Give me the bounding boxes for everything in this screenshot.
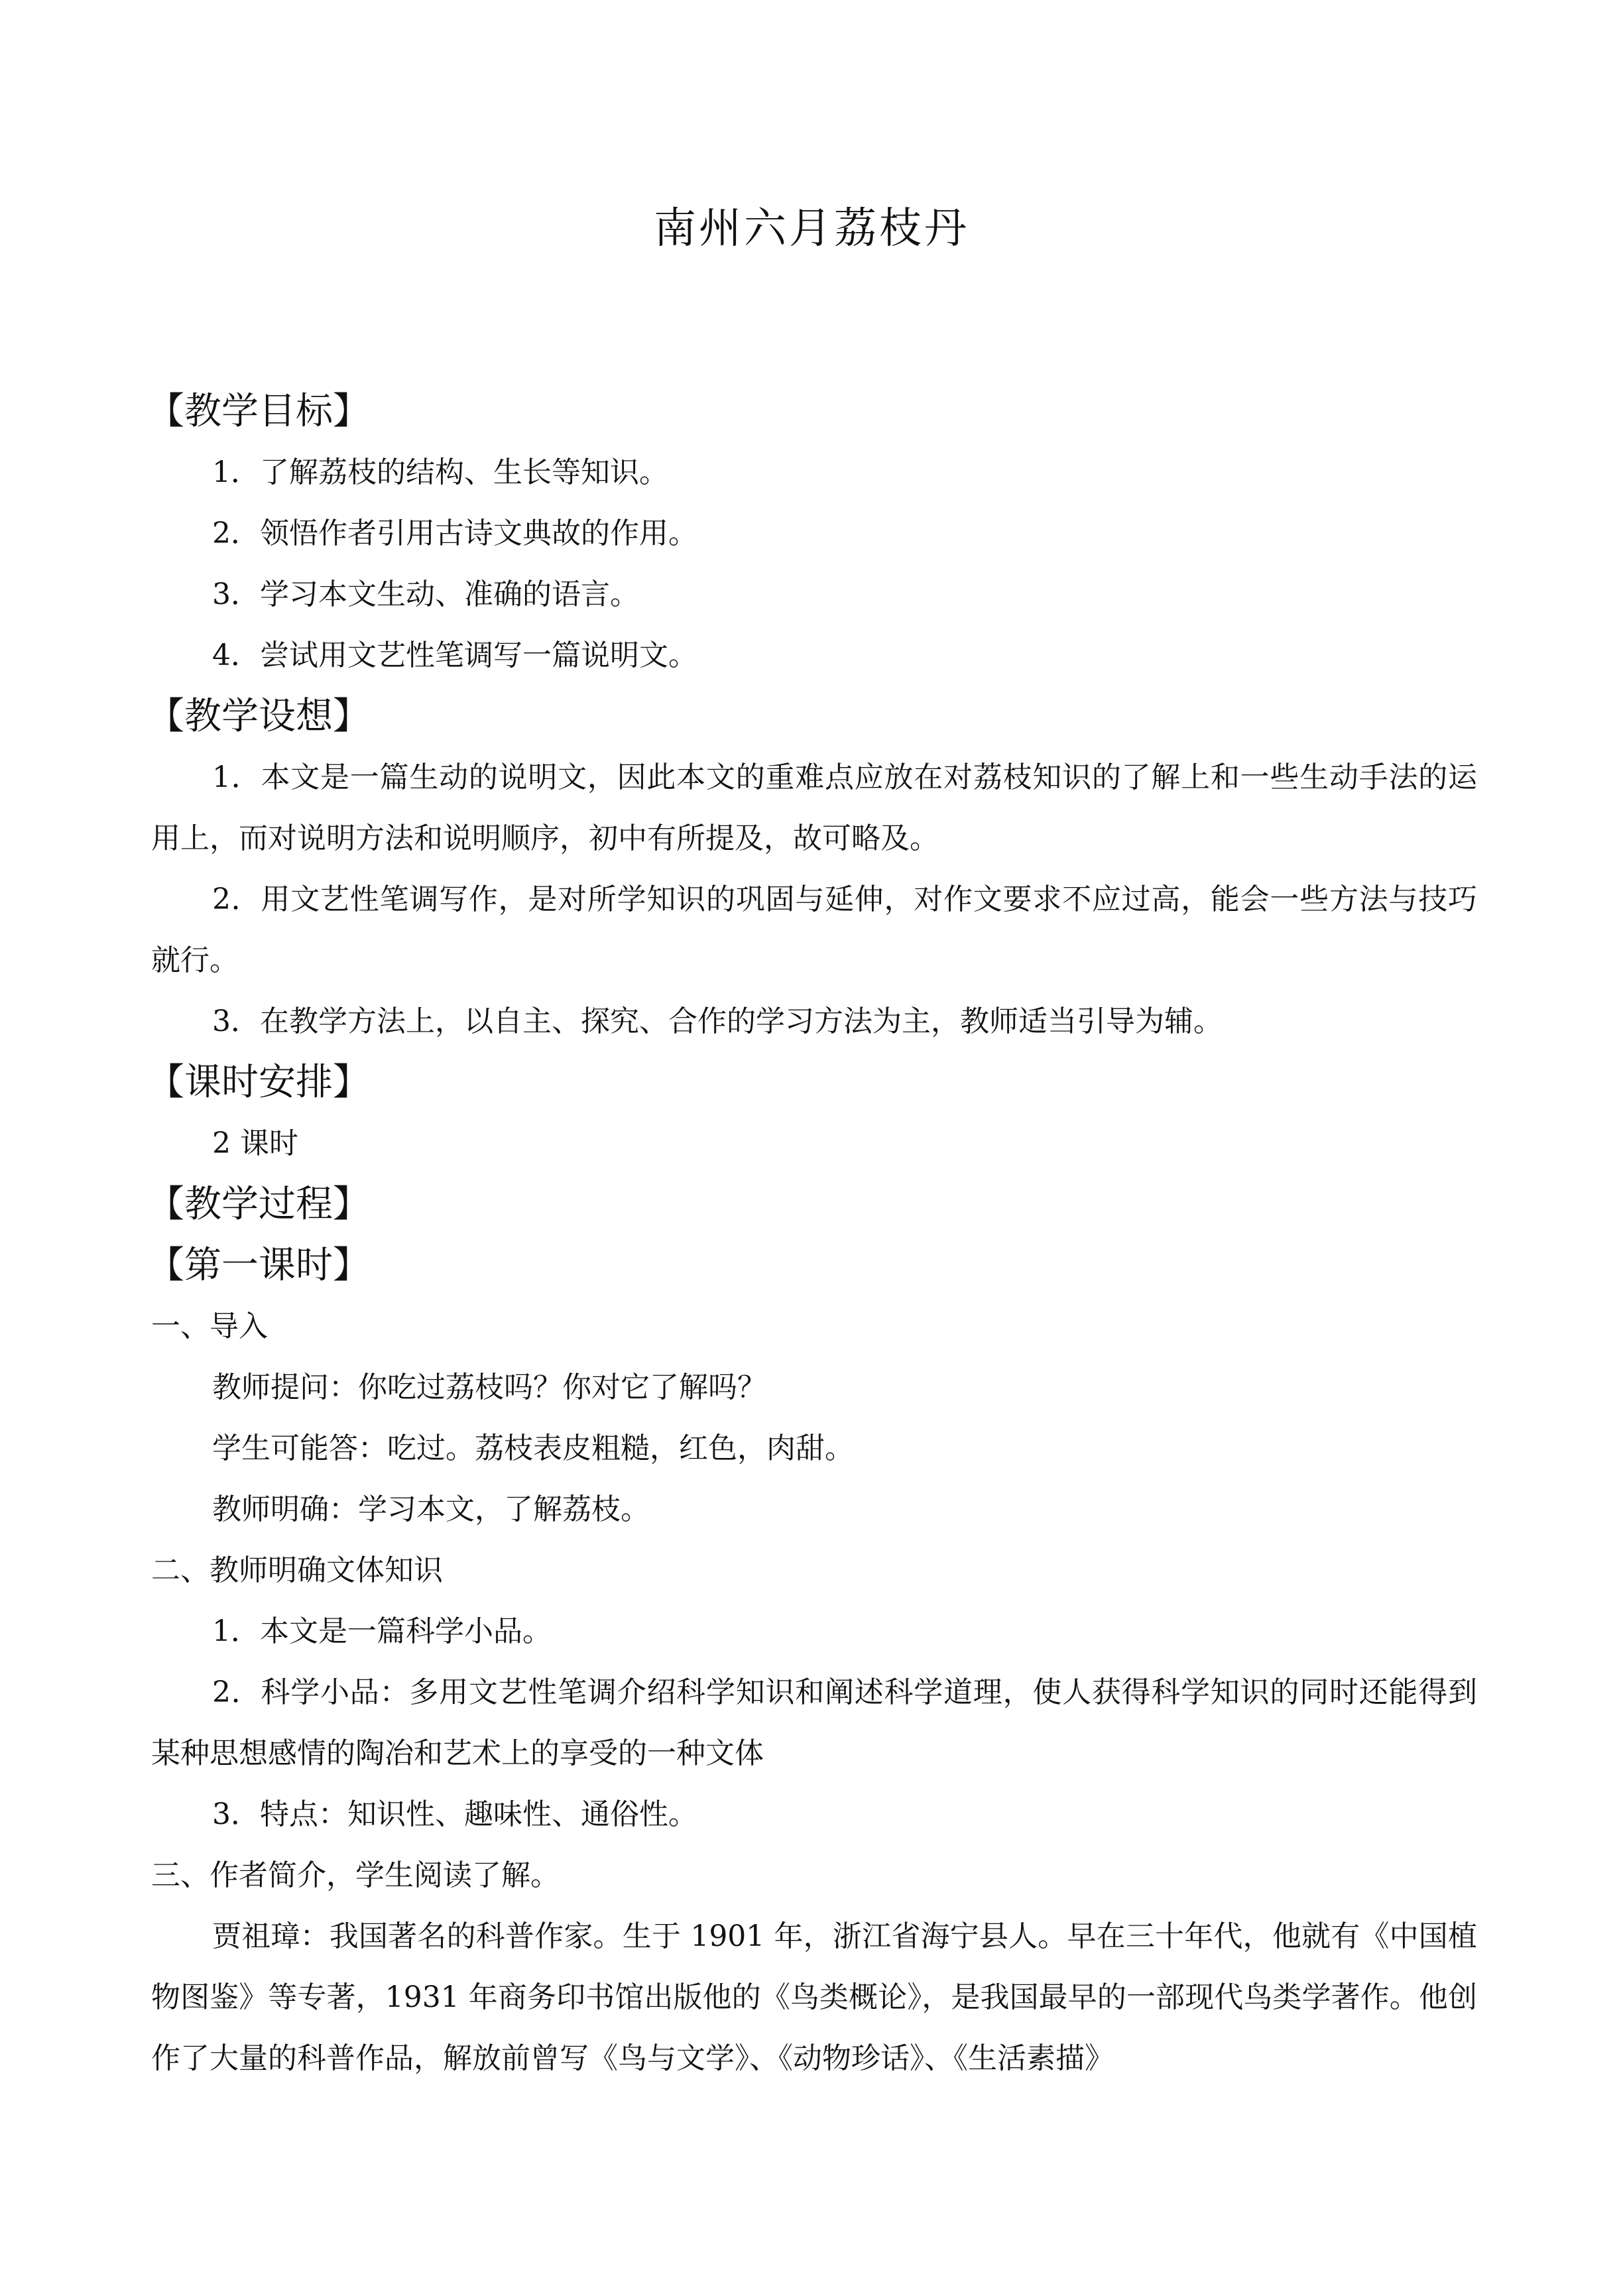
objective-item: 2．领悟作者引用古诗文典故的作用。 xyxy=(212,516,697,550)
schedule-text: 2 课时 xyxy=(212,1126,298,1160)
process-heading: 【教学过程】 xyxy=(147,1183,370,1226)
section-line: 2．科学小品：多用文艺性笔调介绍科学知识和阐述科学道理，使人获得科学知识的同时还能得到某种思想感情的陶冶和艺术上的享受的一种文体 xyxy=(151,1675,1477,1770)
section-line: 教师提问：你吃过荔枝吗？你对它了解吗？ xyxy=(212,1370,766,1404)
design-item: 2．用文艺性笔调写作，是对所学知识的巩固与延伸，对作文要求不应过高，能会一些方法与技巧就行。 xyxy=(151,882,1477,977)
lesson-heading: 【第一课时】 xyxy=(147,1244,370,1287)
objectives-heading: 【教学目标】 xyxy=(147,390,370,433)
design-item: 1．本文是一篇生动的说明文，因此本文的重难点应放在对荔枝知识的了解上和一些生动手法的运用上，而对说明方法和说明顺序，初中有所提及，故可略及。 xyxy=(151,760,1477,855)
objective-item: 4．尝试用文艺性笔调写一篇说明文。 xyxy=(212,638,697,672)
author-bio: 贾祖璋：我国著名的科普作家。生于 1901 年，浙江省海宁县人。早在三十年代，他就有《中国植物图鉴》等专著，1931 年商务印书馆出版他的《鸟类概论》，是我国最早的一部现代鸟类学著作。他创作了大量的科普作品，解放前曾写《鸟与文学》、《动物珍话》、《生活素描》 xyxy=(151,1919,1477,2075)
section-line: 学生可能答：吃过。荔枝表皮粗糙，红色，肉甜。 xyxy=(212,1431,854,1465)
page-title: 南州六月荔枝丹 xyxy=(654,204,969,253)
section-line: 教师明确：学习本文，了解荔枝。 xyxy=(212,1492,650,1526)
schedule-heading: 【课时安排】 xyxy=(147,1061,370,1104)
design-item: 3．在教学方法上，以自主、探究、合作的学习方法为主，教师适当引导为辅。 xyxy=(212,1004,1223,1038)
objective-item: 1．了解荔枝的结构、生长等知识。 xyxy=(212,455,668,489)
document-body xyxy=(147,381,1477,2089)
section-line: 3．特点：知识性、趣味性、通俗性。 xyxy=(212,1797,697,1831)
section-heading: 一、导入 xyxy=(151,1309,268,1343)
section-line: 1．本文是一篇科学小品。 xyxy=(212,1614,552,1648)
section-heading: 三、作者简介，学生阅读了解。 xyxy=(151,1858,560,1892)
design-heading: 【教学设想】 xyxy=(147,695,370,738)
section-heading: 二、教师明确文体知识 xyxy=(151,1553,443,1587)
objective-item: 3．学习本文生动、准确的语言。 xyxy=(212,577,639,611)
